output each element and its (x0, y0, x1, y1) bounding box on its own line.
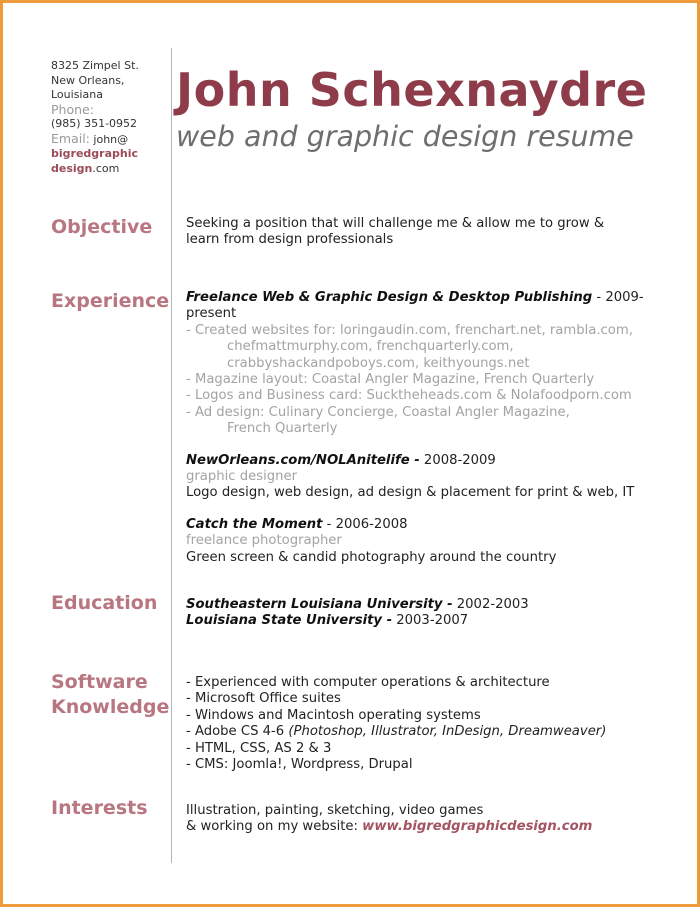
job-1-detail: crabbyshackandpoboys.com, keithyoungs.net (227, 355, 530, 371)
job-2-header (186, 453, 686, 469)
job-2-description: Logo design, web design, ad design & placement for print & web, IT (186, 485, 635, 501)
interests-content (186, 803, 686, 836)
job-1-detail: - Logos and Business card: Sucktheheads.com & Nolafoodporn.com (186, 388, 632, 404)
school-2 (186, 613, 686, 629)
email-label: Email: (51, 130, 90, 146)
software-item: - Windows and Macintosh operating systems (186, 707, 481, 723)
job-1-detail: French Quarterly (227, 421, 338, 437)
software-item: - HTML, CSS, AS 2 & 3 (186, 740, 332, 756)
experience-content (186, 290, 686, 566)
school-2-name: Louisiana State University - (186, 613, 393, 629)
education-content (186, 597, 686, 630)
software-item: - Experienced with computer operations & architecture (186, 675, 550, 690)
website-link[interactable]: www.bigredgraphicdesign.com (362, 819, 593, 835)
education-heading: Education (51, 592, 158, 614)
email-domain-part-2: design (51, 161, 93, 175)
email-line (51, 132, 139, 148)
vertical-divider (171, 48, 172, 863)
resume-subtitle: web and graphic design resume (176, 120, 634, 153)
job-2-role: graphic designer (186, 469, 297, 485)
interests-line-1: Illustration, painting, sketching, video games (186, 803, 484, 818)
job-3-title: Catch the Moment (186, 516, 323, 532)
job-3-header (186, 517, 686, 533)
phone-number: (985) 351-0952 (51, 117, 138, 130)
spacer (186, 438, 686, 453)
job-1-detail: chefmattmurphy.com, frenchquarterly.com, (227, 339, 514, 355)
address-line-1: 8325 Zimpel St. (51, 59, 139, 72)
software-item: - Microsoft Office suites (186, 691, 341, 707)
job-1-dates: - 2009-present (186, 290, 644, 322)
contact-block (51, 59, 139, 176)
interests-heading: Interests (51, 797, 148, 819)
objective-line-2: learn from design professionals (186, 232, 394, 248)
phone-label: Phone: (51, 101, 94, 117)
software-heading-line-2: Knowledge (51, 696, 170, 718)
school-2-dates: 2003-2007 (392, 613, 469, 629)
software-item: - CMS: Joomla!, Wordpress, Drupal (186, 757, 413, 773)
email-domain-part-1: bigredgraphic (51, 147, 138, 160)
objective-heading: Objective (51, 216, 153, 238)
job-1-detail: - Created websites for: loringaudin.com, frenchart.net, rambla.com, (186, 322, 633, 338)
software-heading (51, 670, 169, 720)
experience-heading: Experience (51, 290, 170, 312)
software-content (186, 675, 686, 773)
address-line-2: New Orleans, (51, 73, 125, 87)
job-1-detail: - Magazine layout: Coastal Angler Magazine, French Quarterly (186, 372, 595, 388)
job-3-description: Green screen & candid photography around the country (186, 549, 557, 565)
job-1-detail: - Ad design: Culinary Concierge, Coastal Angler Magazine, (186, 404, 570, 420)
address-line-3: Louisiana (51, 88, 103, 101)
school-1-dates: 2002-2003 (452, 597, 529, 612)
candidate-name: John Schexnaydre (176, 63, 648, 117)
school-1 (186, 597, 686, 613)
software-heading-line-1: Software (51, 671, 148, 693)
job-2-title: NewOrleans.com/NOLAnitelife - (186, 452, 420, 468)
job-1-title: Freelance Web & Graphic Design & Desktop Publishing (186, 290, 593, 305)
adobe-apps: (Photoshop, Illustrator, InDesign, Dreamweaver) (288, 724, 607, 740)
objective-content (186, 216, 686, 249)
interests-website-prefix: & working on my website: (186, 819, 363, 835)
adobe-prefix: - Adobe CS 4-6 (186, 724, 289, 740)
job-2-dates: 2008-2009 (419, 452, 496, 468)
school-1-name: Southeastern Louisiana University - (186, 597, 453, 612)
spacer (186, 502, 686, 517)
job-1-header (186, 290, 686, 323)
email-user: john@ (93, 132, 129, 146)
email-tld: .com (92, 161, 120, 175)
job-3-dates: - 2006-2008 (322, 516, 408, 532)
software-item-adobe (186, 724, 686, 740)
job-3-role: freelance photographer (186, 533, 342, 549)
objective-line-1: Seeking a position that will challenge me & allow me to grow & (186, 216, 605, 231)
interests-line-2 (186, 819, 686, 835)
email-line-3 (51, 162, 139, 177)
